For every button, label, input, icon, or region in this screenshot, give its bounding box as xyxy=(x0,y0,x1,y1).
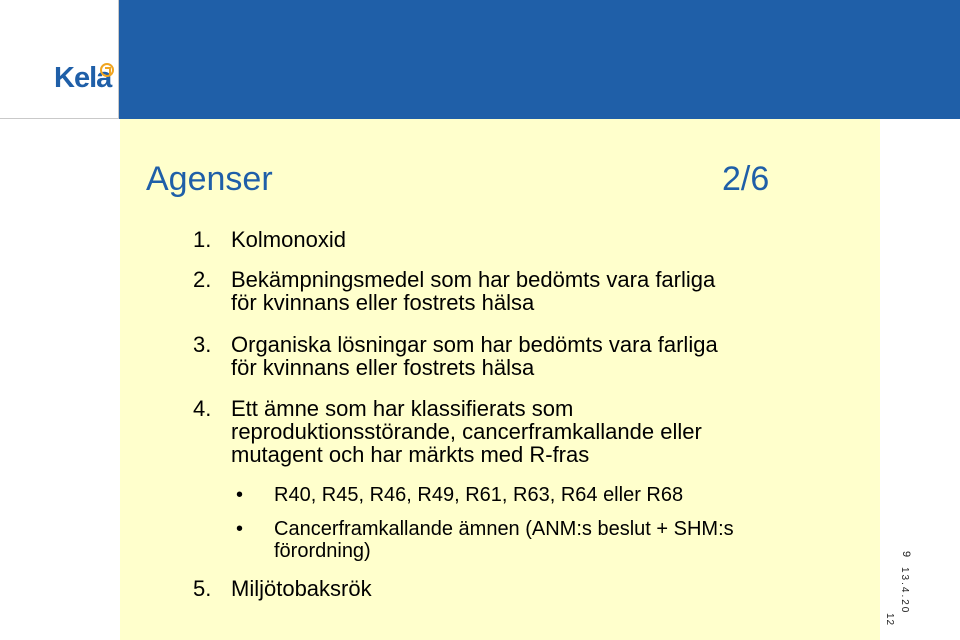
list-item-number: 4. xyxy=(193,396,212,421)
list-item-text: Ett ämne som har klassifierats som xyxy=(231,396,574,421)
list-item-text: mutagent och har märkts med R-fras xyxy=(231,442,590,467)
list-item-1 xyxy=(193,226,833,253)
slide-title: Agenser xyxy=(146,160,273,198)
header-band xyxy=(119,0,960,119)
sub-bullet-text: förordning) xyxy=(274,540,371,562)
logo-mark-icon xyxy=(100,63,114,77)
list-item-text: Bekämpningsmedel som har bedömts vara farliga xyxy=(231,267,716,292)
bullet-icon: • xyxy=(236,518,244,540)
list-item-5 xyxy=(193,575,833,602)
list-item-text: reproduktionsstörande, cancerframkallande eller xyxy=(231,419,702,444)
list-item-3 xyxy=(193,331,833,385)
list-item-text: Kolmonoxid xyxy=(231,227,346,252)
sub-bullet-text: R40, R45, R46, R49, R61, R63, R64 eller R68 xyxy=(274,484,684,506)
sub-bullet-1 xyxy=(236,483,836,507)
logo-container xyxy=(0,0,119,119)
slide-date-year: 12 xyxy=(884,613,895,627)
list-item-number: 5. xyxy=(193,576,212,601)
sub-bullet-2 xyxy=(236,517,836,565)
list-item-text: för kvinnans eller fostrets hälsa xyxy=(231,290,535,315)
list-item-text: för kvinnans eller fostrets hälsa xyxy=(231,355,535,380)
slide-number: 9 xyxy=(900,550,912,558)
side-meta-panel xyxy=(880,119,960,640)
bullet-icon: • xyxy=(236,484,244,506)
list-item-4 xyxy=(193,395,833,476)
kela-logo: Kela xyxy=(54,62,112,94)
list-item-number: 1. xyxy=(193,227,212,252)
list-item-number: 2. xyxy=(193,267,212,292)
list-item-text: Organiska lösningar som har bedömts vara farliga xyxy=(231,332,718,357)
list-item-2 xyxy=(193,266,833,320)
list-item-number: 3. xyxy=(193,332,212,357)
sub-bullet-text: Cancerframkallande ämnen (ANM:s beslut + SHM:s xyxy=(274,518,734,540)
list-item-text: Miljötobaksrök xyxy=(231,576,372,601)
slide-page-indicator: 2/6 xyxy=(722,160,770,198)
slide-date: 13.4.20 xyxy=(899,567,910,615)
